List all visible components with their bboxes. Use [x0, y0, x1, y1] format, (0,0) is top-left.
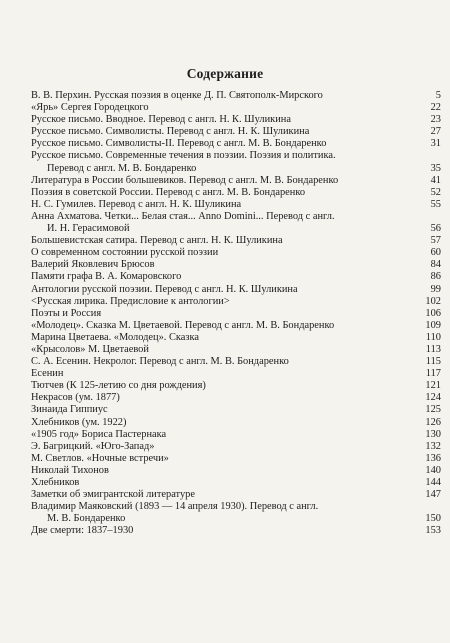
toc-entry-title — [31, 235, 441, 247]
toc-entry — [31, 477, 441, 489]
toc-entry — [31, 429, 441, 441]
toc-entry-title — [31, 465, 441, 477]
toc-entry — [31, 501, 441, 525]
toc-entry-text: Русское письмо. Символисты. Перевод с англ. Н. К. Шуликина — [31, 126, 310, 138]
toc-entry-text: Валерий Яковлевич Брюсов — [31, 259, 155, 271]
toc-entry-title — [31, 332, 441, 344]
toc-page-number: 55 — [430, 198, 441, 210]
toc-entry-title — [31, 211, 441, 223]
toc-page-number: 113 — [425, 343, 441, 355]
table-of-contents — [31, 90, 441, 537]
toc-entry-text: Зинаида Гиппиус — [31, 404, 108, 416]
toc-entry-text: Хлебников (ум. 1922) — [31, 416, 127, 428]
toc-page-number: 23 — [430, 114, 441, 126]
toc-entry — [31, 441, 441, 453]
toc-entry-text: Поэты и Россия — [31, 307, 102, 319]
toc-entry-text: Русское письмо. Символисты-II. Перевод с англ. М. В. Бондаренко — [31, 138, 327, 150]
toc-entry-text: Антологии русской поэзии. Перевод с англ. Н. К. Шуликина — [31, 283, 298, 295]
toc-entry-title — [31, 417, 441, 429]
toc-page-number: 147 — [425, 489, 441, 501]
toc-entry — [31, 247, 441, 259]
toc-entry-title — [31, 441, 441, 453]
toc-entry-text: Большевистская сатира. Перевод с англ. Н. К. Шуликина — [31, 235, 283, 247]
toc-page-number: 56 — [430, 223, 441, 235]
toc-page-number: 130 — [425, 428, 441, 440]
toc-page-number: 84 — [430, 259, 441, 271]
toc-entry-text: <Русская лирика. Предисловие к антологии> — [31, 295, 230, 307]
toc-entry-title — [31, 380, 441, 392]
toc-entry-continuation — [31, 163, 441, 175]
toc-entry-text: Две смерти: 1837–1930 — [31, 525, 134, 537]
toc-entry-text: Н. С. Гумилев. Перевод с англ. Н. К. Шуликина — [31, 198, 242, 210]
toc-entry-title — [31, 356, 441, 368]
toc-entry — [31, 138, 441, 150]
toc-page-number: 102 — [425, 295, 441, 307]
toc-entry-title — [31, 259, 441, 271]
toc-entry-text: «1905 год» Бориса Пастернака — [31, 428, 167, 440]
toc-entry — [31, 344, 441, 356]
toc-entry-text: Русское письмо. Вводное. Перевод с англ. Н. К. Шуликина — [31, 114, 291, 126]
toc-entry — [31, 90, 441, 102]
toc-entry — [31, 453, 441, 465]
toc-entry — [31, 102, 441, 114]
toc-entry — [31, 525, 441, 537]
toc-entry-title — [31, 187, 441, 199]
toc-entry-title — [31, 477, 441, 489]
toc-entry-title — [31, 138, 441, 150]
toc-entry-text: М. Светлов. «Ночные встречи» — [31, 452, 169, 464]
toc-entry-title — [31, 501, 441, 513]
toc-page-number: 22 — [430, 102, 441, 114]
toc-entry-continuation — [31, 513, 441, 525]
toc-entry-text: «Крысолов» М. Цветаевой — [31, 343, 149, 355]
toc-page-number: 121 — [425, 380, 441, 392]
toc-entry-title — [31, 429, 441, 441]
toc-entry — [31, 150, 441, 174]
toc-entry-title — [31, 126, 441, 138]
toc-entry-text: Анна Ахматова. Четки... Белая стая... Anno Domini... Перевод с англ. — [31, 210, 335, 222]
toc-entry — [31, 392, 441, 404]
toc-entry-title — [31, 525, 441, 537]
toc-entry-text: «Молодец». Сказка М. Цветаевой. Перевод с англ. М. В. Бондаренко — [31, 319, 335, 331]
toc-entry — [31, 187, 441, 199]
toc-entry-title — [31, 102, 441, 114]
toc-entry-text: О современном состоянии русской поэзии — [31, 247, 219, 259]
toc-page-number: 31 — [430, 138, 441, 150]
toc-entry-title — [31, 247, 441, 259]
toc-page-number: 126 — [425, 416, 441, 428]
toc-page-number: 153 — [425, 525, 441, 537]
toc-entry-title — [31, 150, 441, 162]
toc-page-number: 57 — [430, 235, 441, 247]
toc-entry — [31, 368, 441, 380]
toc-entry — [31, 259, 441, 271]
toc-entry — [31, 284, 441, 296]
toc-page-number: 110 — [425, 331, 441, 343]
toc-entry-title — [31, 368, 441, 380]
toc-entry — [31, 211, 441, 235]
toc-page-number: 106 — [425, 307, 441, 319]
page-title: Содержание — [186, 66, 264, 81]
toc-entry-text: М. В. Бондаренко — [47, 513, 126, 525]
toc-entry-text: Перевод с англ. М. В. Бондаренко — [47, 162, 197, 174]
toc-page-number: 132 — [425, 440, 441, 452]
toc-entry-text: Некрасов (ум. 1877) — [31, 392, 120, 404]
toc-entry-title — [31, 392, 441, 404]
toc-entry — [31, 404, 441, 416]
toc-entry-continuation — [31, 223, 441, 235]
toc-page-number: 35 — [430, 162, 441, 174]
toc-entry-text: Владимир Маяковский (1893 — 14 апреля 1930). Перевод с англ. — [31, 501, 319, 513]
toc-entry-title — [31, 344, 441, 356]
toc-entry-text: С. А. Есенин. Некролог. Перевод с англ. М. В. Бондаренко — [31, 356, 289, 368]
toc-entry-text: Памяти графа В. А. Комаровского — [31, 271, 182, 283]
toc-entry-text: Хлебников — [31, 477, 80, 488]
toc-entry — [31, 114, 441, 126]
toc-page-number: 99 — [430, 283, 441, 295]
toc-page-number: 41 — [430, 174, 441, 186]
toc-entry-title — [31, 90, 441, 102]
toc-page-number: 124 — [425, 392, 441, 404]
toc-entry-title — [31, 489, 441, 501]
toc-entry-title — [31, 453, 441, 465]
toc-entry — [31, 175, 441, 187]
toc-entry-title — [31, 114, 441, 126]
toc-entry-text: «Ярь» Сергея Городецкого — [31, 102, 149, 114]
toc-page-number: 52 — [430, 186, 441, 198]
toc-page-number: 136 — [425, 452, 441, 464]
toc-entry-text: Русское письмо. Современные течения в поэзии. Поэзия и политика. — [31, 150, 336, 162]
toc-page-number: 109 — [425, 319, 441, 331]
toc-entry — [31, 271, 441, 283]
toc-entry — [31, 296, 441, 308]
toc-entry-text: Поэзия в советской России. Перевод с англ. М. В. Бондаренко — [31, 186, 306, 198]
toc-entry-title — [31, 404, 441, 416]
toc-entry — [31, 356, 441, 368]
toc-page-number: 115 — [425, 356, 441, 368]
toc-entry-text: Николай Тихонов — [31, 464, 109, 476]
toc-entry — [31, 417, 441, 429]
toc-entry-title — [31, 320, 441, 332]
toc-entry-text: В. В. Перхин. Русская поэзия в оценке Д. П. Святополк-Мирского — [31, 90, 323, 101]
toc-page-number: 86 — [430, 271, 441, 283]
toc-entry-title — [31, 271, 441, 283]
toc-page-number: 150 — [425, 513, 441, 525]
toc-entry-title — [31, 175, 441, 187]
toc-entry-text: Есенин — [31, 368, 64, 380]
toc-entry-title — [31, 296, 441, 308]
toc-entry-text: Литература в России большевиков. Перевод с англ. М. В. Бондаренко — [31, 174, 339, 186]
toc-entry-text: Э. Багрицкий. «Юго-Запад» — [31, 440, 155, 452]
toc-entry-text: И. Н. Герасимовой — [47, 223, 130, 235]
toc-page-number: 60 — [430, 247, 441, 259]
toc-entry — [31, 465, 441, 477]
toc-entry-title — [31, 308, 441, 320]
toc-entry-title — [31, 284, 441, 296]
toc-page-number: 140 — [425, 464, 441, 476]
toc-entry — [31, 308, 441, 320]
toc-page-number: 117 — [425, 368, 441, 380]
toc-entry — [31, 199, 441, 211]
toc-entry-text: Марина Цветаева. «Молодец». Сказка — [31, 331, 200, 343]
toc-page-number: 5 — [435, 90, 441, 101]
toc-entry — [31, 380, 441, 392]
toc-entry — [31, 332, 441, 344]
toc-page-number: 27 — [430, 126, 441, 138]
toc-page-number: 144 — [425, 477, 441, 488]
toc-page-number: 125 — [425, 404, 441, 416]
toc-entry — [31, 235, 441, 247]
toc-entry-title — [31, 199, 441, 211]
toc-entry — [31, 489, 441, 501]
toc-entry — [31, 126, 441, 138]
toc-entry-text: Заметки об эмигрантской литературе — [31, 489, 195, 501]
toc-entry-text: Тютчев (К 125-летию со дня рождения) — [31, 380, 206, 392]
toc-entry — [31, 320, 441, 332]
